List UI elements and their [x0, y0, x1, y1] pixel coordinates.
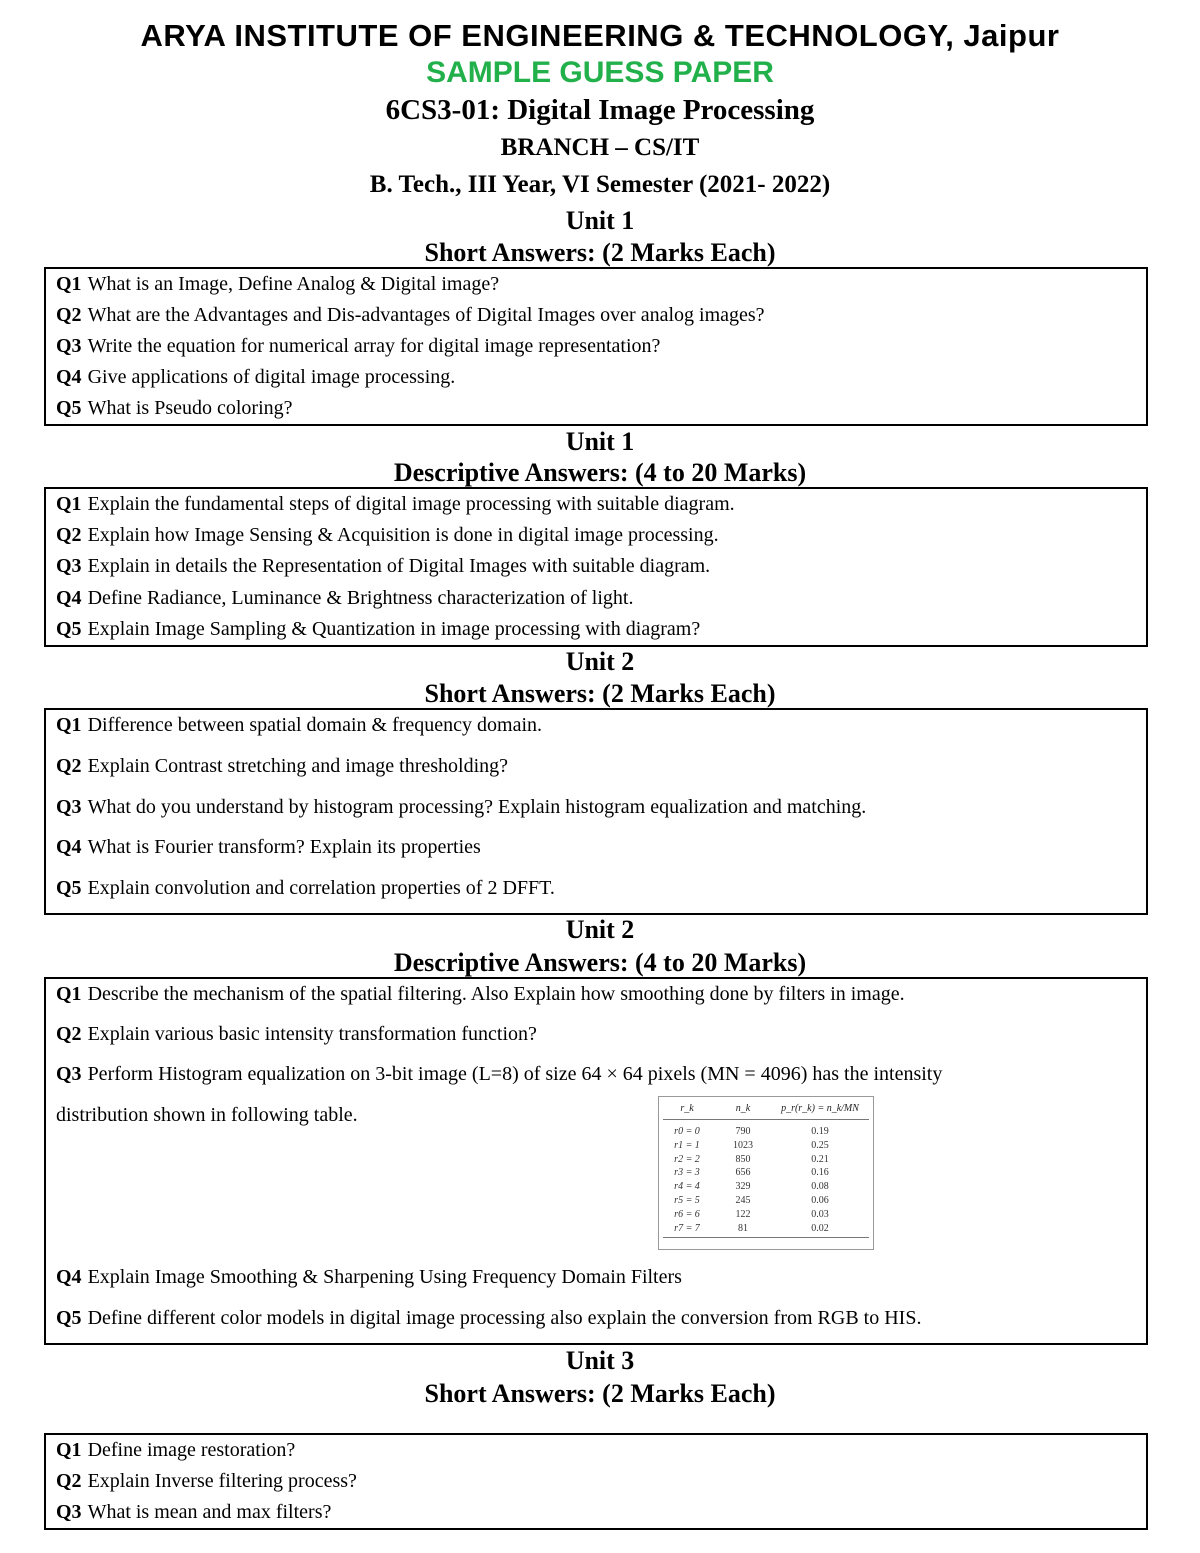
table-cell: 0.21 [811, 1153, 829, 1165]
branch-label: BRANCH – CS/IT [500, 134, 700, 161]
table-rule [663, 1237, 869, 1238]
year-label: B. Tech., III Year, VI Semester (2021- 2022) [369, 171, 831, 198]
question-item [56, 364, 455, 390]
question-item [56, 302, 765, 328]
question-item [56, 395, 293, 421]
question-item [56, 616, 700, 642]
section-unit-heading: Unit 3 [565, 1346, 635, 1375]
question-text: Explain convolution and correlation properties of 2 DFFT. [87, 877, 555, 899]
table-cell: 0.19 [811, 1126, 829, 1137]
section-type-heading: Short Answers: (2 Marks Each) [424, 1379, 776, 1408]
question-number: Q5 [56, 1307, 82, 1329]
question-text: What is mean and max filters? [87, 1501, 332, 1523]
table-cell: 122 [735, 1208, 751, 1220]
question-box [44, 1433, 1148, 1530]
question-number: Q2 [56, 524, 82, 546]
table-header: p_r(r_k) = n_k/MN [781, 1103, 859, 1114]
question-number: Q3 [56, 796, 82, 818]
table-cell: r5 = 5 [674, 1195, 700, 1206]
question-item [56, 1061, 942, 1087]
question-box [44, 267, 1148, 426]
question-number: Q1 [56, 1439, 82, 1461]
table-header: r_k [680, 1103, 694, 1114]
question-item [56, 585, 633, 611]
question-item [56, 753, 508, 779]
question-number: Q5 [56, 397, 82, 419]
table-cell: 1023 [733, 1139, 753, 1151]
question-text: Explain Image Smoothing & Sharpening Using Frequency Domain Filters [87, 1266, 682, 1288]
question-item [56, 1264, 682, 1290]
paper-type: SAMPLE GUESS PAPER [426, 56, 774, 89]
question-text: Explain the fundamental steps of digital image processing with suitable diagram. [87, 493, 735, 515]
question-item [56, 1499, 331, 1525]
table-rule [663, 1119, 869, 1120]
question-number: Q2 [56, 1470, 82, 1492]
section-unit-heading: Unit 1 [565, 427, 635, 456]
table-cell: 656 [735, 1167, 751, 1179]
question-number: Q3 [56, 1501, 82, 1523]
question-text: Describe the mechanism of the spatial filtering. Also Explain how smoothing done by filters in image. [87, 983, 905, 1005]
question-number: Q2 [56, 304, 82, 326]
table-cell: 850 [735, 1153, 751, 1165]
question-number: Q5 [56, 618, 82, 640]
question-number: Q1 [56, 273, 82, 295]
question-item [56, 981, 905, 1007]
question-number: Q4 [56, 836, 82, 858]
question-number: Q1 [56, 983, 82, 1005]
question-text: Perform Histogram equalization on 3-bit image (L=8) of size 64 × 64 pixels (MN = 4096) has the intensity [87, 1063, 943, 1085]
table-cell: 0.16 [811, 1167, 829, 1179]
question-text: Explain how Image Sensing & Acquisition is done in digital image processing. [87, 524, 719, 546]
table-cell: r7 = 7 [674, 1222, 700, 1234]
question-number: Q2 [56, 1023, 82, 1045]
question-box [44, 977, 1148, 1345]
table-cell: 329 [735, 1181, 751, 1193]
table-cell: 245 [735, 1195, 751, 1206]
question-text: Give applications of digital image processing. [87, 366, 456, 388]
question-text: Explain various basic intensity transformation function? [87, 1023, 537, 1045]
question-item [56, 875, 555, 901]
question-item [56, 522, 719, 548]
question-item [56, 333, 660, 359]
table-cell: r3 = 3 [674, 1167, 700, 1179]
table-cell: 790 [735, 1126, 751, 1137]
table-cell: r6 = 6 [674, 1208, 700, 1220]
section-type-heading: Descriptive Answers: (4 to 20 Marks) [393, 458, 807, 487]
question-text: What is Pseudo coloring? [87, 397, 293, 419]
table-cell: r4 = 4 [674, 1181, 700, 1193]
histogram-table [658, 1096, 874, 1250]
question-number: Q3 [56, 555, 82, 577]
question-number: Q3 [56, 335, 82, 357]
question-text: What do you understand by histogram processing? Explain histogram equalization and matching. [87, 796, 867, 818]
question-text: What is an Image, Define Analog & Digital image? [87, 273, 500, 295]
table-cell: 0.25 [811, 1139, 829, 1151]
question-text: Define image restoration? [87, 1439, 296, 1461]
question-text: Explain Image Sampling & Quantization in image processing with diagram? [87, 618, 701, 640]
question-item [56, 271, 499, 297]
section-unit-heading: Unit 2 [565, 647, 635, 676]
question-number: Q1 [56, 714, 82, 736]
question-number: Q5 [56, 877, 82, 899]
table-cell: 81 [738, 1222, 748, 1234]
question-item [56, 1021, 537, 1047]
table-cell: r2 = 2 [674, 1153, 700, 1165]
question-item [56, 1305, 921, 1331]
question-number: Q4 [56, 366, 82, 388]
section-type-heading: Descriptive Answers: (4 to 20 Marks) [393, 948, 807, 977]
question-item [56, 794, 866, 820]
table-cell: 0.03 [811, 1208, 829, 1220]
question-item [56, 491, 735, 517]
table-cell: 0.06 [811, 1195, 829, 1206]
course-title: 6CS3-01: Digital Image Processing [385, 94, 815, 126]
question-number: Q4 [56, 587, 82, 609]
section-type-heading: Short Answers: (2 Marks Each) [424, 238, 776, 267]
question-box [44, 708, 1148, 915]
question-text: What are the Advantages and Dis-advantages of Digital Images over analog images? [87, 304, 765, 326]
question-text: Difference between spatial domain & frequency domain. [87, 714, 543, 736]
table-cell: 0.02 [811, 1222, 829, 1234]
institute-name: ARYA INSTITUTE OF ENGINEERING & TECHNOLOGY, Jaipur [140, 18, 1060, 53]
section-unit-heading: Unit 1 [565, 206, 635, 235]
section-type-heading: Short Answers: (2 Marks Each) [424, 679, 776, 708]
question-text: Explain Contrast stretching and image thresholding? [87, 755, 509, 777]
question-number: Q4 [56, 1266, 82, 1288]
question-text: What is Fourier transform? Explain its properties [87, 836, 481, 858]
question-item [56, 553, 710, 579]
question-text: Explain in details the Representation of Digital Images with suitable diagram. [87, 555, 711, 577]
question-item [56, 1468, 357, 1494]
question-number: Q3 [56, 1063, 82, 1085]
question-text: Write the equation for numerical array for digital image representation? [87, 335, 661, 357]
question-item [56, 834, 481, 860]
table-cell: 0.08 [811, 1181, 829, 1193]
question-number: Q2 [56, 755, 82, 777]
question-text: Explain Inverse filtering process? [87, 1470, 357, 1492]
table-cell: r0 = 0 [674, 1126, 700, 1137]
question-text: Define Radiance, Luminance & Brightness characterization of light. [87, 587, 634, 609]
question-item [56, 712, 542, 738]
question-text-continued: distribution shown in following table. [56, 1104, 358, 1126]
table-cell: r1 = 1 [674, 1139, 700, 1151]
question-item [56, 1437, 295, 1463]
question-box [44, 487, 1148, 647]
question-number: Q1 [56, 493, 82, 515]
section-unit-heading: Unit 2 [565, 915, 635, 944]
table-header: n_k [735, 1103, 751, 1114]
question-text: Define different color models in digital image processing also explain the conversion from RGB to HIS. [87, 1307, 922, 1329]
